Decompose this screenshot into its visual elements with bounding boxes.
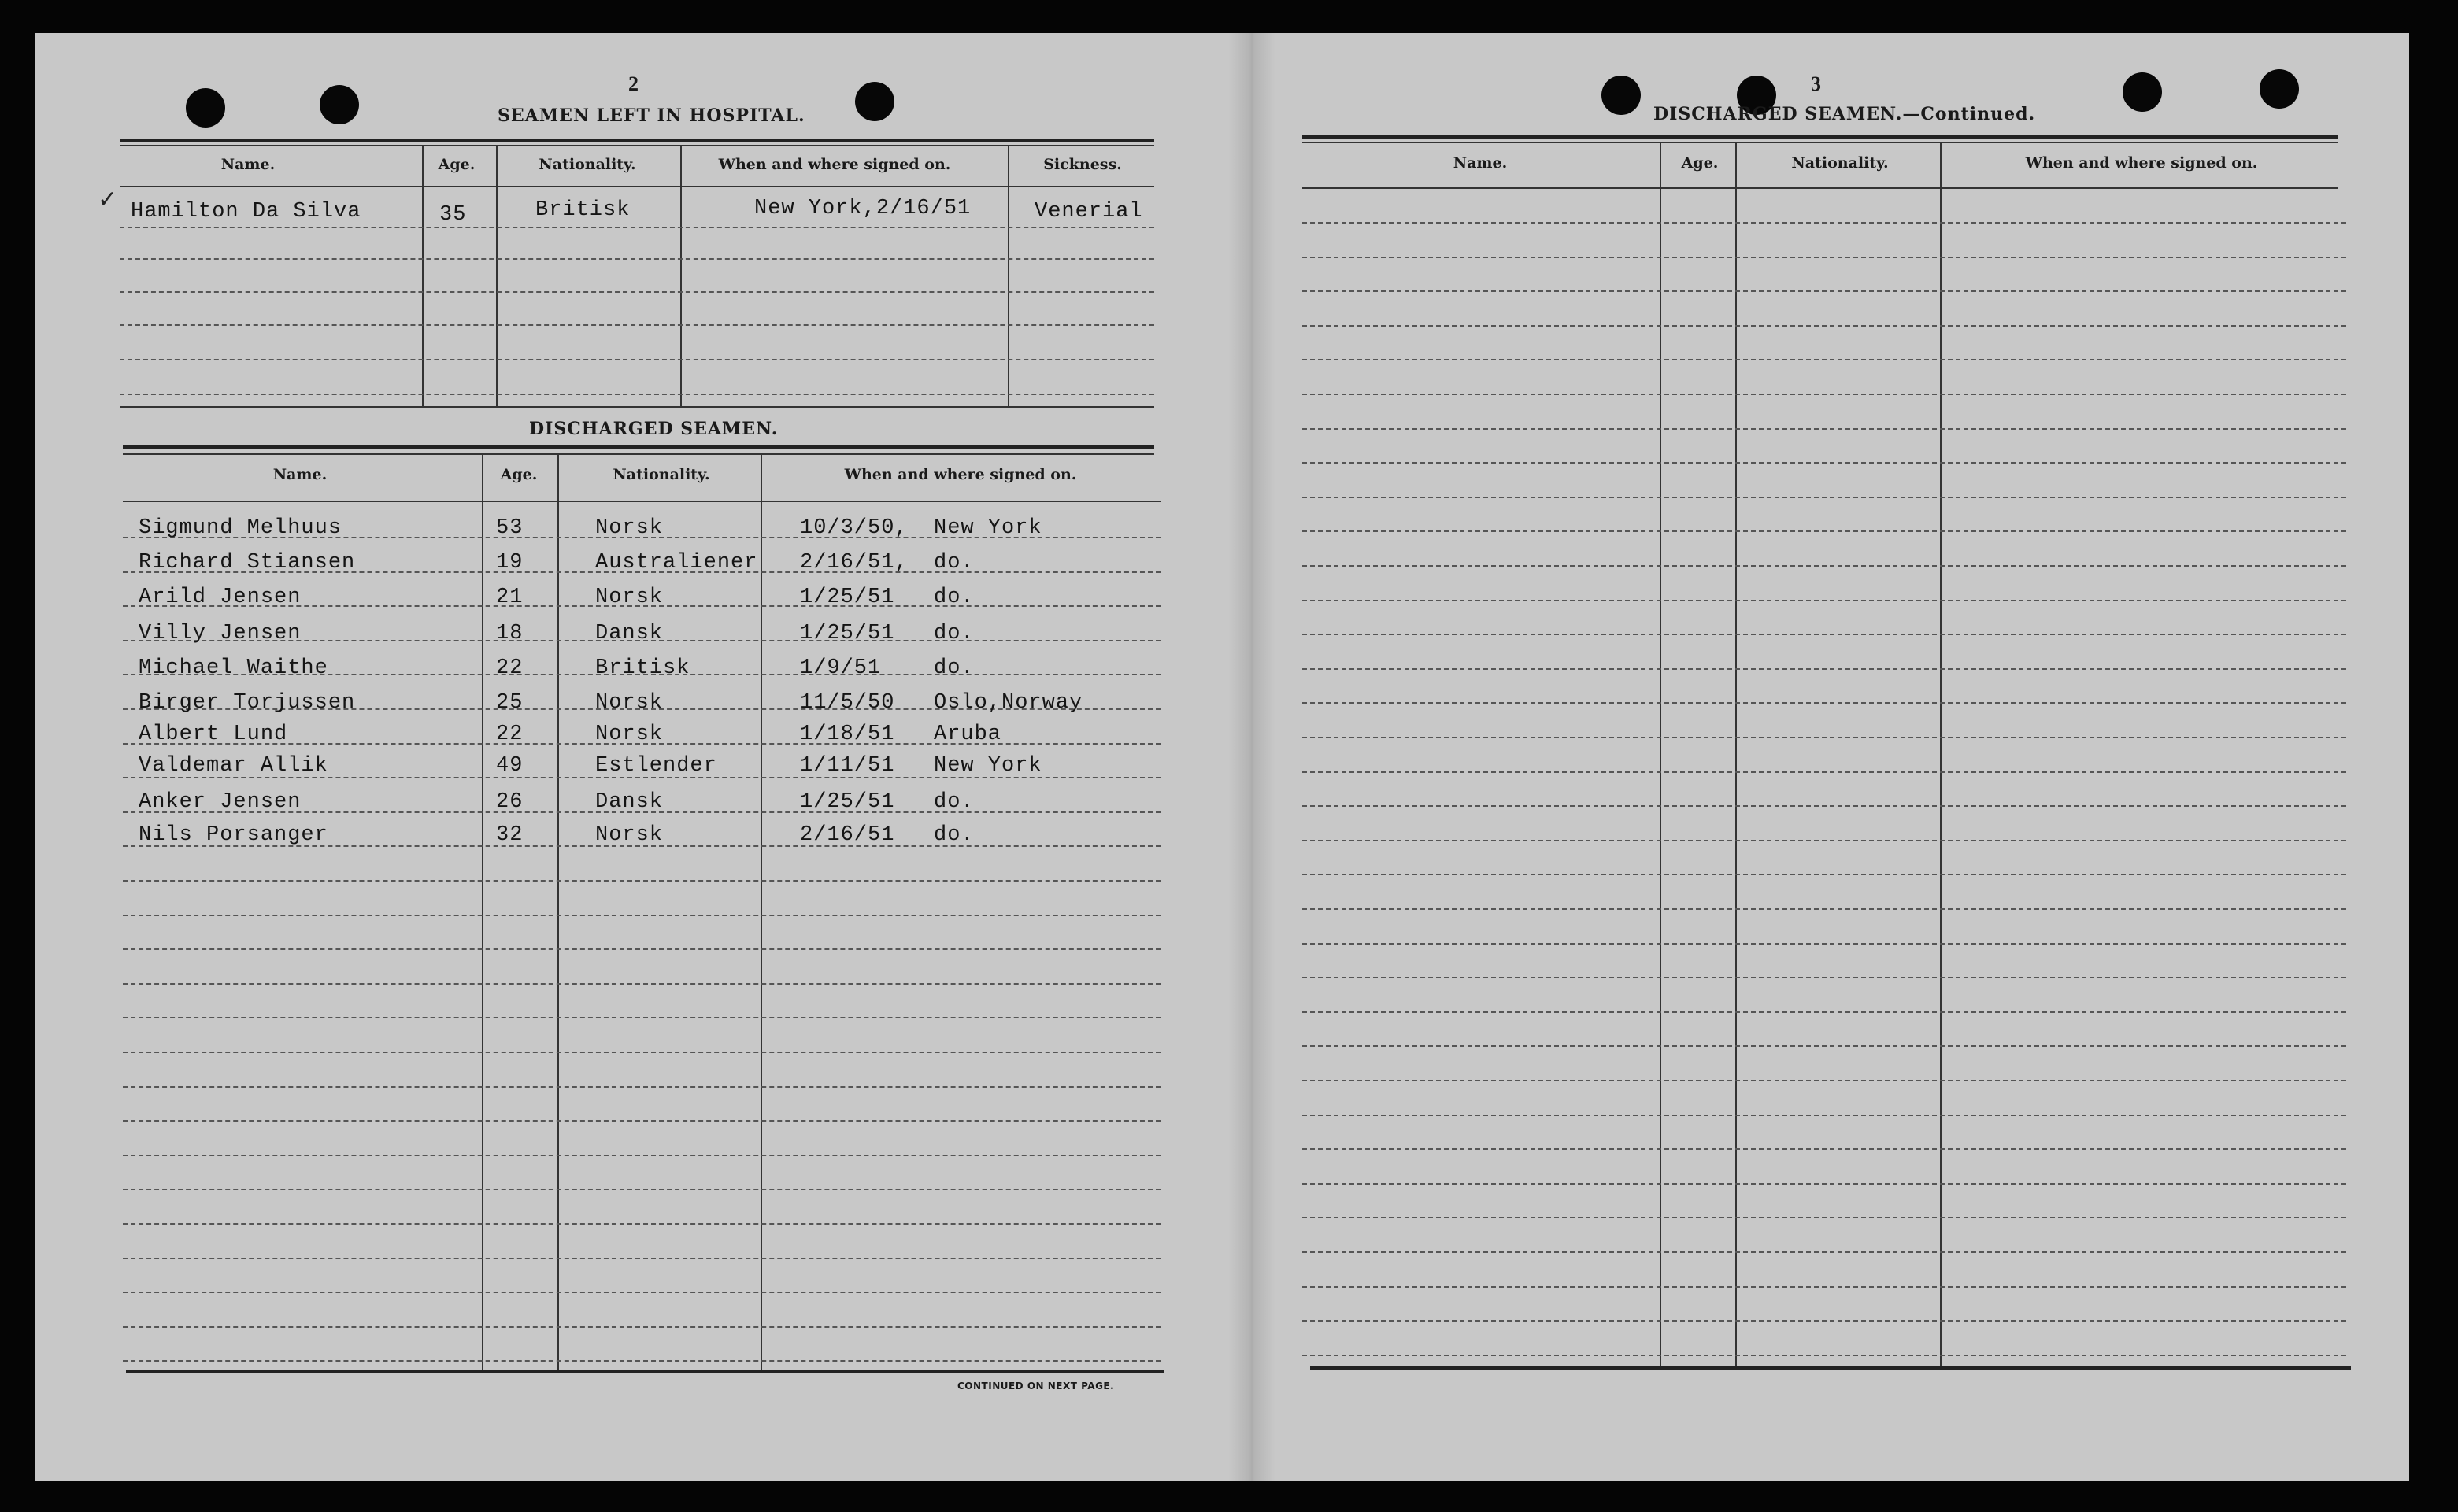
ruled-line xyxy=(1302,530,2346,532)
seaman-name: Albert Lund xyxy=(139,723,288,746)
discharged-col-signed-on: When and where signed on. xyxy=(844,466,1077,483)
ruled-line xyxy=(123,948,1161,950)
ruled-line xyxy=(123,1360,1161,1362)
ruled-line xyxy=(123,1292,1161,1293)
ruled-line xyxy=(123,1017,1161,1018)
ruled-line xyxy=(1302,1320,2346,1322)
signed-on-date: 1/25/51 xyxy=(800,622,895,645)
signed-on-date: 1/11/51 xyxy=(800,754,895,778)
ruled-line xyxy=(1302,1011,2346,1013)
hospital-section-title: SEAMEN LEFT IN HOSPITAL. xyxy=(498,105,805,126)
ruled-line xyxy=(123,1189,1161,1190)
ruled-line xyxy=(1302,1115,2346,1116)
discharged-section-title: DISCHARGED SEAMEN. xyxy=(529,419,779,439)
seaman-name: Arild Jensen xyxy=(139,586,302,609)
page-fold xyxy=(1228,33,1275,1481)
ruled-line xyxy=(123,1155,1161,1156)
seaman-age: 49 xyxy=(496,754,524,778)
right-col-name: Name. xyxy=(1453,154,1508,172)
punch-hole xyxy=(320,85,359,124)
ruled-line xyxy=(123,1258,1161,1259)
seaman-nationality: Australiener xyxy=(595,551,758,575)
ruled-line xyxy=(123,1120,1161,1122)
continued-note: CONTINUED ON NEXT PAGE. xyxy=(957,1381,1115,1392)
discharged-col-age: Age. xyxy=(500,466,538,483)
ruled-line xyxy=(1302,497,2346,498)
ruled-line xyxy=(1302,874,2346,875)
hospital-col-signed-on: When and where signed on. xyxy=(718,156,951,173)
ruled-line xyxy=(1302,977,2346,978)
ruled-line xyxy=(1302,1045,2346,1047)
discharged-col-name: Name. xyxy=(272,466,328,483)
hospital-col-sickness: Sickness. xyxy=(1043,156,1122,173)
seaman-nationality: Estlender xyxy=(595,754,717,778)
ruled-line xyxy=(1302,943,2346,945)
ruled-line xyxy=(1302,359,2346,360)
seaman-age: 19 xyxy=(496,551,524,575)
right-col-signed-on: When and where signed on. xyxy=(2025,154,2258,172)
page-number-right: 3 xyxy=(1811,72,1821,95)
ruled-line xyxy=(123,983,1161,985)
seaman-nationality: Britisk xyxy=(595,656,690,680)
seaman-age: 18 xyxy=(496,622,524,645)
seaman-name: Anker Jensen xyxy=(139,790,302,814)
seaman-name: Michael Waithe xyxy=(139,656,328,680)
ruled-line xyxy=(1302,737,2346,738)
hospital-col-name: Name. xyxy=(220,156,276,173)
seaman-nationality: Norsk xyxy=(595,586,664,609)
signed-on-date: 2/16/51, xyxy=(800,551,909,575)
right-section-title: DISCHARGED SEAMEN.—Continued. xyxy=(1653,104,2036,124)
ruled-line xyxy=(1302,805,2346,807)
ruled-line xyxy=(1302,634,2346,635)
ruled-line xyxy=(1302,565,2346,567)
hospital-nationality: Britisk xyxy=(535,198,631,222)
signed-on-place: do. xyxy=(934,656,975,680)
seaman-nationality: Norsk xyxy=(595,823,664,847)
ruled-line xyxy=(1302,1251,2346,1253)
seaman-age: 21 xyxy=(496,586,524,609)
signed-on-place: Aruba xyxy=(934,723,1002,746)
ruled-line xyxy=(1302,840,2346,841)
ruled-line xyxy=(1302,462,2346,464)
page-number-left: 2 xyxy=(628,72,639,95)
signed-on-date: 11/5/50 xyxy=(800,691,895,715)
signed-on-place: do. xyxy=(934,622,975,645)
signed-on-date: 2/16/51 xyxy=(800,823,895,847)
ruled-line xyxy=(1302,702,2346,704)
ruled-line xyxy=(1302,1286,2346,1288)
signed-on-place: New York xyxy=(934,516,1042,540)
seaman-nationality: Dansk xyxy=(595,790,664,814)
ruled-line xyxy=(1302,1183,2346,1185)
signed-on-place: do. xyxy=(934,586,975,609)
seaman-nationality: Norsk xyxy=(595,691,664,715)
seaman-name: Nils Porsanger xyxy=(139,823,328,847)
ruled-line xyxy=(123,915,1161,916)
right-col-age: Age. xyxy=(1681,154,1719,172)
seaman-name: Valdemar Allik xyxy=(139,754,328,778)
ruled-line xyxy=(1302,257,2346,258)
seaman-nationality: Norsk xyxy=(595,516,664,540)
signed-on-place: do. xyxy=(934,823,975,847)
right-col-nationality: Nationality. xyxy=(1791,154,1889,172)
ruled-line xyxy=(123,1052,1161,1053)
seaman-age: 53 xyxy=(496,516,524,540)
hospital-col-age: Age. xyxy=(438,156,476,173)
ruled-line xyxy=(1302,1148,2346,1150)
seaman-age: 26 xyxy=(496,790,524,814)
seaman-age: 32 xyxy=(496,823,524,847)
hospital-sickness: Venerial xyxy=(1035,200,1143,224)
signed-on-place: do. xyxy=(934,551,975,575)
document-scan xyxy=(35,33,2409,1481)
signed-on-place: Oslo,Norway xyxy=(934,691,1083,715)
punch-hole xyxy=(2123,72,2162,112)
seaman-nationality: Norsk xyxy=(595,723,664,746)
signed-on-date: 1/18/51 xyxy=(800,723,895,746)
seaman-age: 22 xyxy=(496,656,524,680)
ruled-line xyxy=(1302,1355,2346,1356)
seaman-nationality: Dansk xyxy=(595,622,664,645)
ruled-line xyxy=(1302,325,2346,327)
ruled-line xyxy=(1302,668,2346,670)
discharged-col-nationality: Nationality. xyxy=(613,466,710,483)
ruled-line xyxy=(123,1326,1161,1328)
signed-on-date: 1/25/51 xyxy=(800,790,895,814)
check-mark: ✓ xyxy=(98,186,118,213)
ruled-line xyxy=(1302,1080,2346,1081)
ruled-line xyxy=(1302,1217,2346,1218)
signed-on-date: 10/3/50, xyxy=(800,516,909,540)
ruled-line xyxy=(123,1223,1161,1225)
signed-on-place: New York xyxy=(934,754,1042,778)
ruled-line xyxy=(1302,394,2346,395)
ruled-line xyxy=(1302,908,2346,910)
seaman-age: 22 xyxy=(496,723,524,746)
seaman-name: Villy Jensen xyxy=(139,622,302,645)
hospital-age: 35 xyxy=(439,203,467,227)
punch-hole xyxy=(1601,76,1641,115)
hospital-name: Hamilton Da Silva xyxy=(131,200,361,224)
hospital-col-nationality: Nationality. xyxy=(539,156,636,173)
signed-on-place: do. xyxy=(934,790,975,814)
seaman-age: 25 xyxy=(496,691,524,715)
ruled-line xyxy=(1302,222,2346,224)
ruled-line xyxy=(123,880,1161,882)
hospital-signed-on: New York,2/16/51 xyxy=(754,197,972,220)
ruled-line xyxy=(1302,771,2346,773)
punch-hole xyxy=(186,88,225,128)
ruled-line xyxy=(1302,428,2346,430)
seaman-name: Richard Stiansen xyxy=(139,551,356,575)
ruled-line xyxy=(1302,600,2346,601)
signed-on-date: 1/9/51 xyxy=(800,656,882,680)
punch-hole xyxy=(2260,69,2299,109)
punch-hole xyxy=(855,82,894,121)
seaman-name: Sigmund Melhuus xyxy=(139,516,342,540)
ruled-line xyxy=(1302,290,2346,292)
ruled-line xyxy=(123,1086,1161,1088)
signed-on-date: 1/25/51 xyxy=(800,586,895,609)
seaman-name: Birger Torjussen xyxy=(139,691,356,715)
